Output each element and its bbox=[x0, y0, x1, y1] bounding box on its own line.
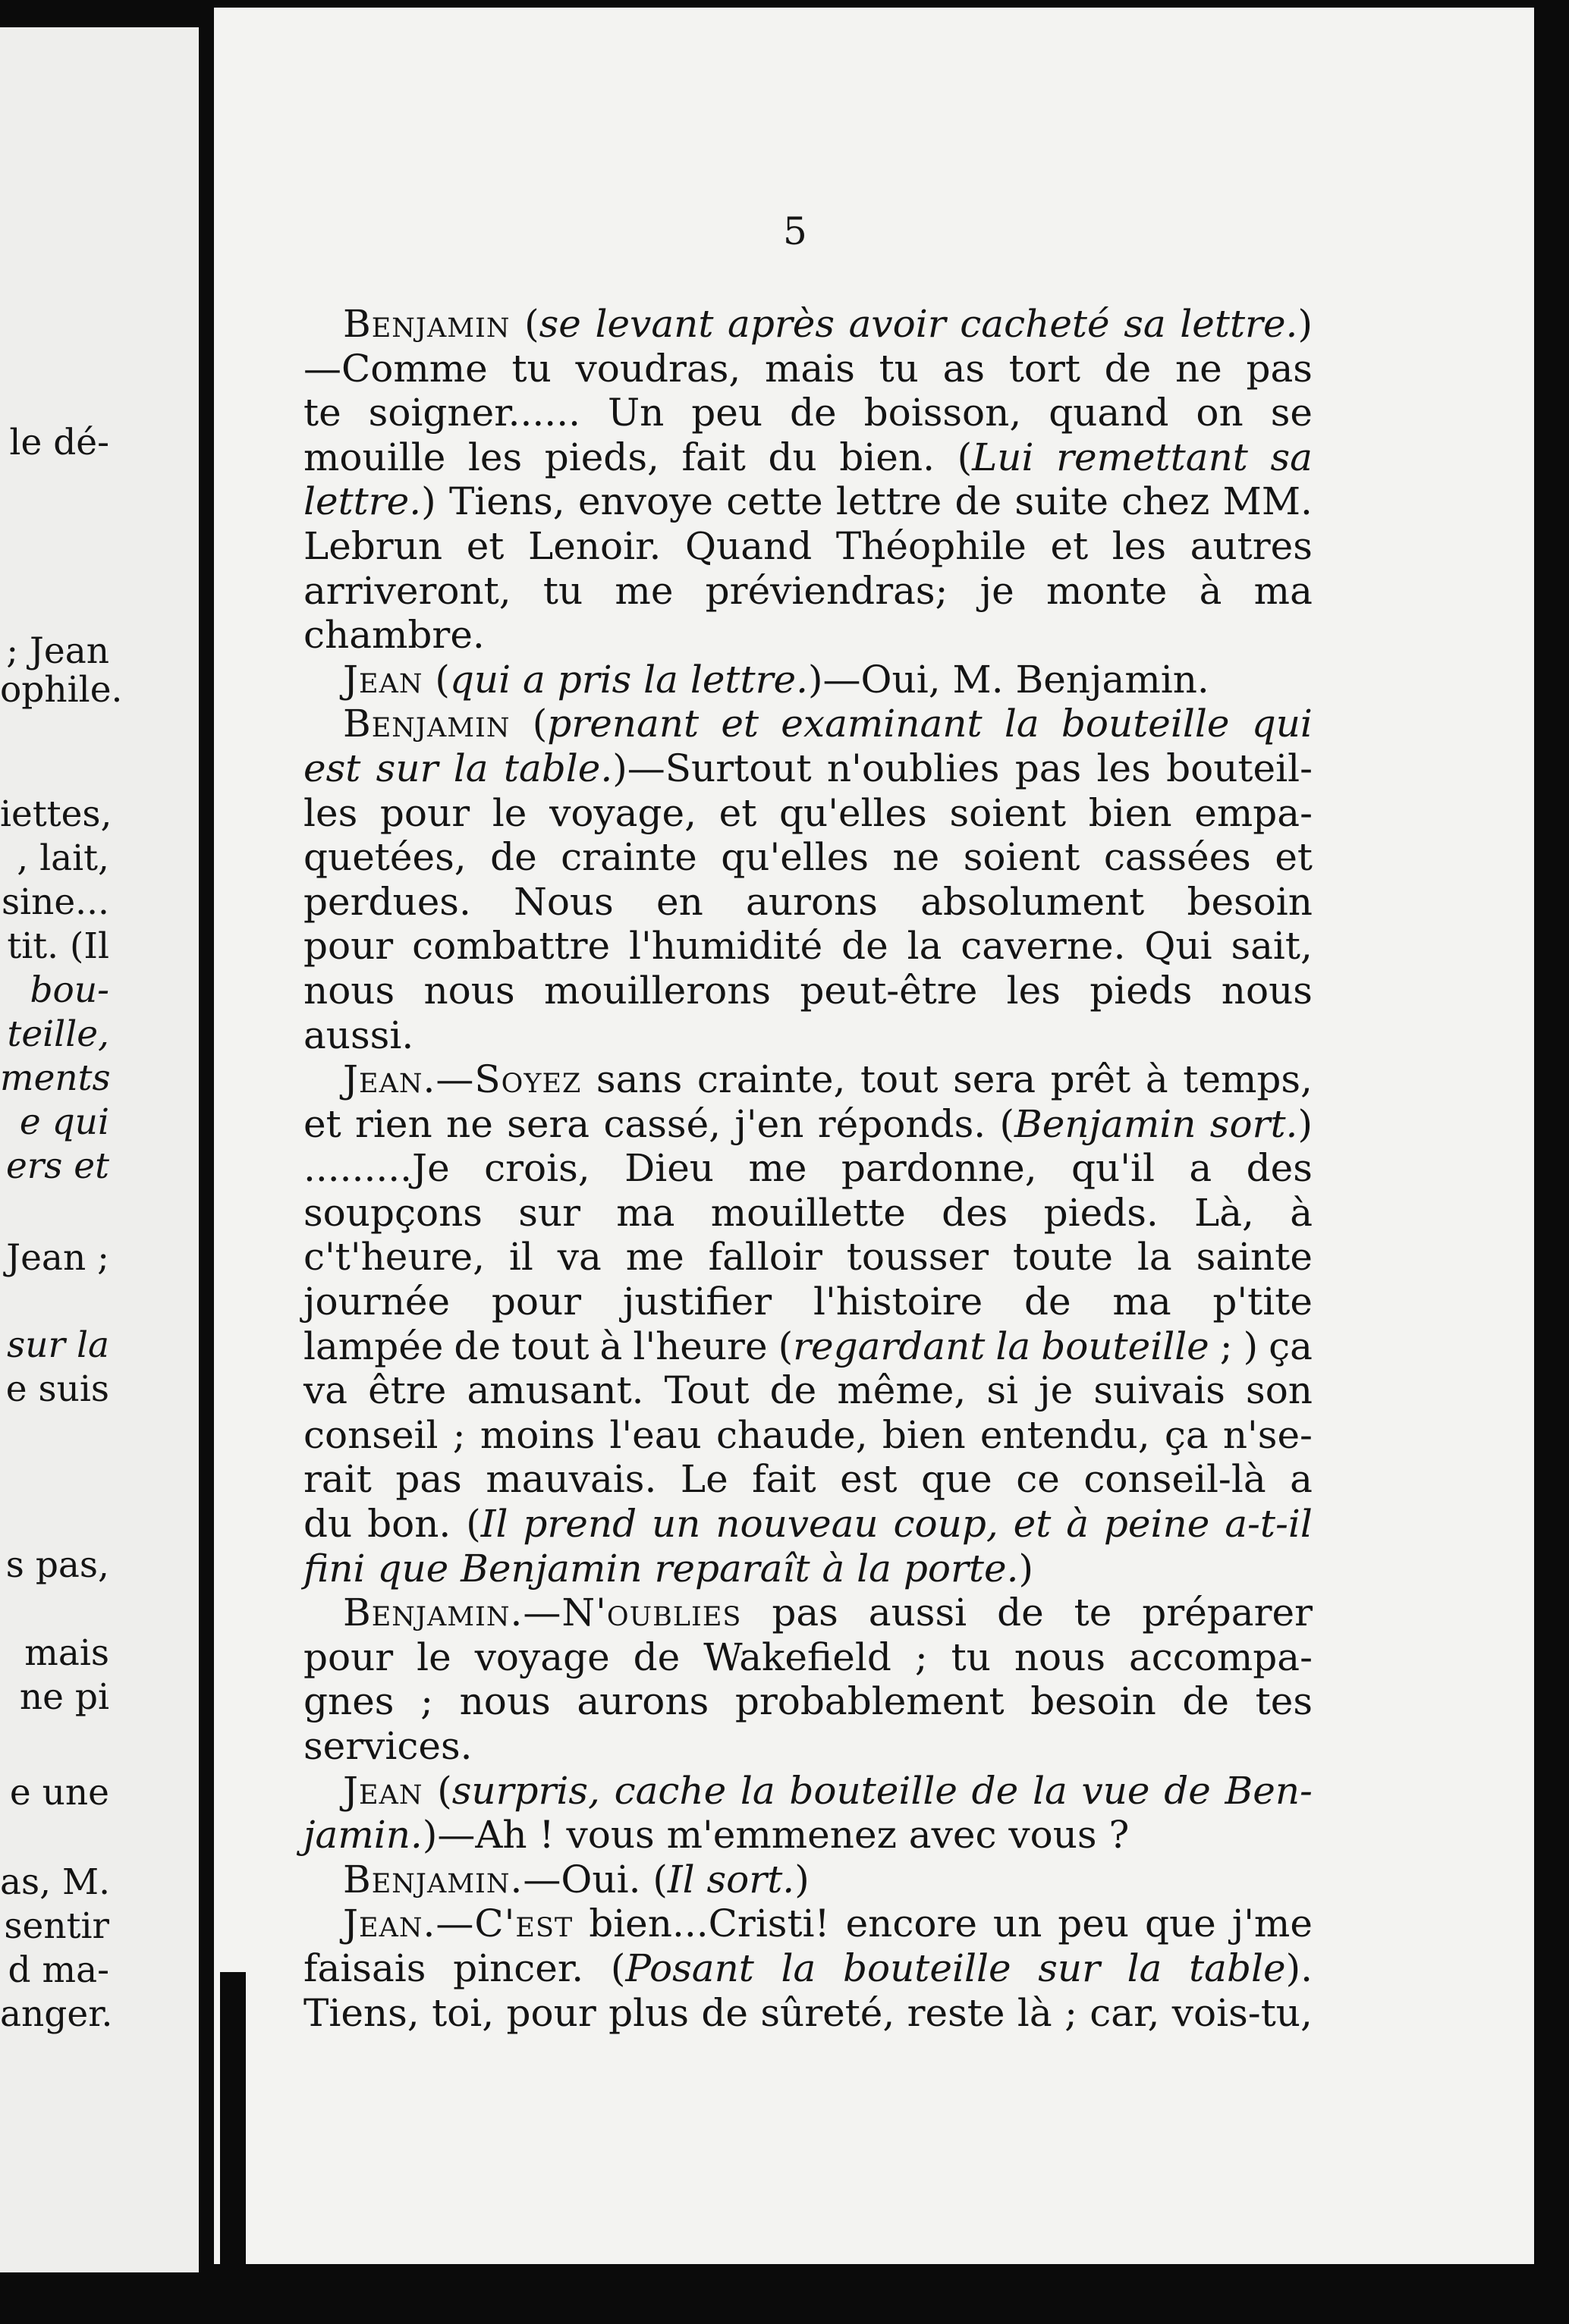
left-fragment: tit. (Il bbox=[7, 925, 109, 967]
left-fragment: mais bbox=[24, 1632, 109, 1674]
page-number: 5 bbox=[783, 209, 807, 253]
left-fragment: s pas, bbox=[5, 1544, 109, 1586]
text-line: et rien ne sera cassé, j'en réponds. (Benjamin sort.) bbox=[303, 1101, 1313, 1146]
text-line: services. bbox=[303, 1724, 473, 1768]
left-fragment: ne pi bbox=[19, 1676, 109, 1718]
text-line: chambre. bbox=[303, 613, 485, 658]
left-fragment: teille, bbox=[7, 1013, 109, 1055]
text-line: jamin.)—Ah ! vous m'emmenez avec vous ? bbox=[303, 1813, 1130, 1858]
text-line: est sur la table.)—Surtout n'oublies pas les bouteil- bbox=[303, 746, 1313, 790]
text-line: rait pas mauvais. Le fait est que ce conseil-là a bbox=[303, 1457, 1313, 1502]
text-line: te soigner...... Un peu de boisson, quand on se bbox=[303, 391, 1313, 435]
text-line: quetées, de crainte qu'elles ne soient cassées et bbox=[303, 835, 1313, 880]
text-line: nous nous mouillerons peut-être les pieds nous bbox=[303, 968, 1313, 1013]
left-facing-page bbox=[0, 27, 199, 2272]
left-fragment: ments bbox=[0, 1057, 111, 1099]
text-line: Benjamin (se levant après avoir cacheté sa lettre.) bbox=[343, 302, 1313, 346]
text-line: conseil ; moins l'eau chaude, bien entendu, ça n'se- bbox=[303, 1412, 1313, 1457]
text-line: du bon. (Il prend un nouveau coup, et à peine a-t-il bbox=[303, 1502, 1313, 1547]
text-line: Benjamin (prenant et examinant la bouteille qui bbox=[343, 702, 1313, 746]
play-text bbox=[303, 302, 1313, 2035]
left-fragment: as, M. bbox=[0, 1861, 111, 1903]
text-line: perdues. Nous en aurons absolument besoin bbox=[303, 879, 1313, 924]
text-line: Tiens, toi, pour plus de sûreté, reste là ; car, vois-tu, bbox=[303, 1990, 1313, 2035]
text-line: Jean.—Soyez sans crainte, tout sera prêt à temps, bbox=[343, 1057, 1313, 1102]
text-line: fini que Benjamin reparaît à la porte.) bbox=[303, 1546, 1033, 1591]
text-line: va être amusant. Tout de même, si je suivais son bbox=[303, 1368, 1313, 1413]
left-fragment: sentir bbox=[4, 1905, 109, 1947]
text-line: Jean.—C'est bien...Cristi! encore un peu que j'me bbox=[343, 1902, 1313, 1946]
text-line: les pour le voyage, et qu'elles soient bien empa- bbox=[303, 790, 1313, 835]
text-line: pour combattre l'humidité de la caverne. Qui sait, bbox=[303, 924, 1313, 969]
text-line: Benjamin.—N'oublies pas aussi de te préparer bbox=[343, 1591, 1313, 1635]
left-fragment: ers et bbox=[5, 1145, 109, 1187]
text-line: soupçons sur ma mouillette des pieds. Là, à bbox=[303, 1190, 1313, 1235]
left-fragment: iettes, bbox=[0, 793, 112, 835]
left-fragment: ; Jean bbox=[6, 630, 109, 672]
left-fragment: bou- bbox=[30, 969, 109, 1011]
text-line: lettre.) Tiens, envoye cette lettre de suite chez MM. bbox=[303, 479, 1313, 524]
left-fragment: , lait, bbox=[17, 837, 109, 879]
left-fragment: anger. bbox=[0, 1993, 113, 2035]
text-line: pour le voyage de Wakefield ; tu nous accompa- bbox=[303, 1635, 1313, 1679]
text-line: lampée de tout à l'heure (regardant la bouteille ; ) ça bbox=[303, 1324, 1313, 1368]
left-fragment: d ma- bbox=[8, 1949, 109, 1991]
page-edge-shadow bbox=[220, 1972, 246, 2321]
left-fragment: Jean ; bbox=[6, 1237, 109, 1279]
book-gutter bbox=[199, 0, 214, 2324]
left-fragment: e qui bbox=[19, 1101, 109, 1143]
left-fragment: le dé- bbox=[9, 422, 109, 463]
left-fragment: ophile. bbox=[0, 669, 123, 711]
text-line: Jean (qui a pris la lettre.)—Oui, M. Benjamin. bbox=[343, 657, 1209, 702]
left-fragment: sur la bbox=[7, 1324, 109, 1366]
text-line: arriveront, tu me préviendras; je monte à ma bbox=[303, 568, 1313, 613]
left-fragment: e une bbox=[9, 1772, 109, 1814]
text-line: gnes ; nous aurons probablement besoin de tes bbox=[303, 1679, 1313, 1724]
text-line: aussi. bbox=[303, 1013, 414, 1057]
speaker-benjamin: Benjamin bbox=[343, 302, 511, 346]
text-line: —Comme tu voudras, mais tu as tort de ne pas bbox=[303, 346, 1313, 391]
left-fragment: sine... bbox=[1, 881, 109, 923]
text-line: Jean (surpris, cache la bouteille de la vue de Ben- bbox=[343, 1768, 1313, 1813]
text-line: Lebrun et Lenoir. Quand Théophile et les autres bbox=[303, 523, 1313, 568]
text-line: mouille les pieds, fait du bien. (Lui remettant sa bbox=[303, 435, 1313, 479]
text-line: faisais pincer. (Posant la bouteille sur la table). bbox=[303, 1946, 1313, 1990]
text-line: Benjamin.—Oui. (Il sort.) bbox=[343, 1857, 810, 1902]
text-line: .........Je crois, Dieu me pardonne, qu'il a des bbox=[303, 1146, 1313, 1191]
text-line: journée pour justifier l'histoire de ma p'tite bbox=[303, 1280, 1313, 1324]
text-line: c't'heure, il va me falloir tousser toute la sainte bbox=[303, 1235, 1313, 1280]
left-fragment: e suis bbox=[5, 1368, 109, 1410]
